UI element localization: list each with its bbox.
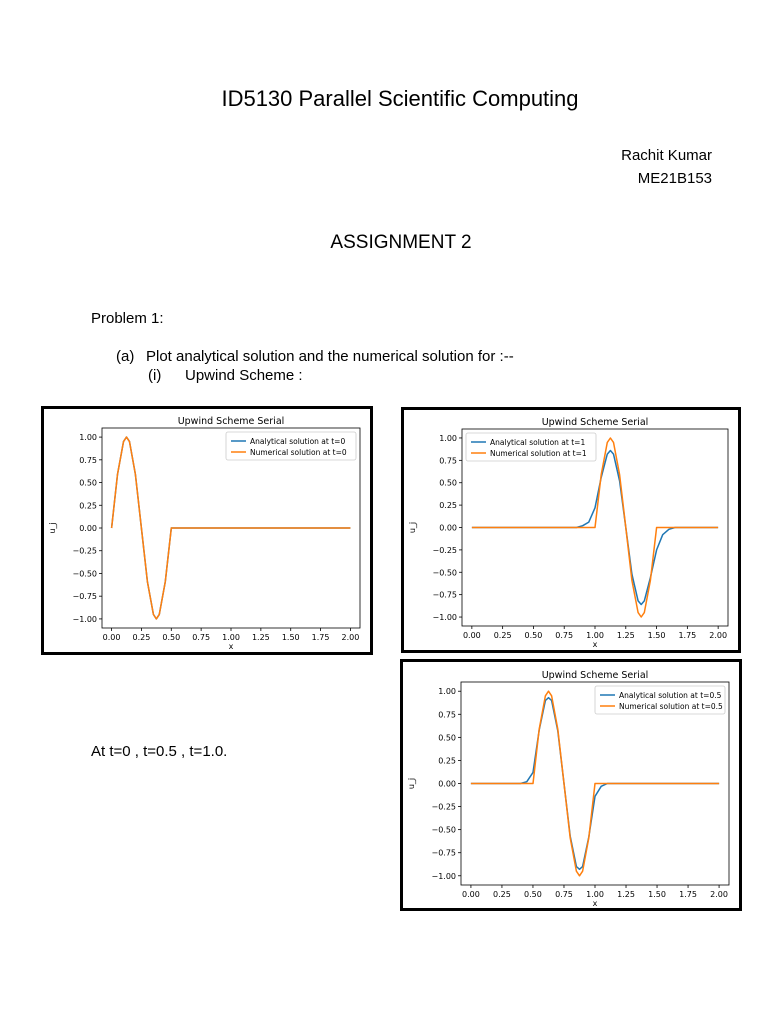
x-tick-label: 1.00 [222,633,240,642]
x-tick-label: 1.50 [281,633,300,642]
author-roll-number: ME21B153 [637,170,712,187]
chart-title: Upwind Scheme Serial [177,416,285,427]
y-axis-label: u_j [408,521,417,534]
x-tick-label: 2.00 [709,631,728,640]
chart-t1 [404,410,738,650]
author-name: Rachit Kumar [621,147,712,164]
x-tick-label: 0.25 [132,633,151,642]
y-tick-label: 0.25 [438,756,456,766]
y-tick-label: −0.50 [72,569,97,579]
y-tick-label: −1.00 [72,614,97,624]
y-tick-label: 0.75 [438,710,456,720]
part-i-number: (i) [148,367,162,384]
x-tick-label: 1.00 [586,631,604,640]
y-tick-label: 1.00 [439,433,457,443]
legend-entry: Numerical solution at t=1 [490,449,587,458]
y-tick-label: 0.75 [79,455,97,465]
legend-entry: Analytical solution at t=0 [250,437,346,446]
x-tick-label: 1.25 [616,631,635,640]
chart-title: Upwind Scheme Serial [541,417,649,428]
x-tick-label: 1.50 [648,890,666,899]
x-tick-label: 1.25 [617,890,635,899]
y-tick-label: −0.50 [431,825,456,835]
x-axis-label: x [592,640,598,649]
series-line-numerical [472,438,718,617]
x-tick-label: 0.75 [192,633,211,642]
y-tick-label: −0.25 [72,546,97,556]
y-tick-label: 0.25 [79,501,97,511]
x-tick-label: 0.25 [493,890,511,899]
plot-frame-t05 [400,659,742,911]
chart-t05 [403,662,739,908]
y-tick-label: 0.50 [79,478,97,488]
x-tick-label: 0.75 [555,631,574,640]
x-tick-label: 1.00 [586,890,604,899]
x-tick-label: 2.00 [710,890,728,899]
legend-entry: Numerical solution at t=0.5 [619,702,723,711]
y-tick-label: −1.00 [431,871,456,881]
x-tick-label: 1.75 [311,633,330,642]
x-tick-label: 0.00 [462,890,480,899]
plot-frame-t1 [401,407,741,653]
y-tick-label: −0.25 [432,545,457,555]
series-line-numerical [471,691,719,876]
legend [595,686,725,714]
x-tick-label: 1.25 [251,633,270,642]
x-tick-label: 0.50 [524,890,542,899]
y-tick-label: −0.75 [431,848,456,858]
series-line-numerical [112,437,351,619]
document-title: ID5130 Parallel Scientific Computing [221,86,579,111]
legend-entry: Analytical solution at t=0.5 [619,691,722,700]
x-tick-label: 0.50 [162,633,181,642]
y-tick-label: 0.50 [438,733,456,743]
y-tick-label: 1.00 [79,433,97,443]
part-i-item [148,367,303,384]
part-i-text: Upwind Scheme : [185,367,303,384]
x-tick-label: 0.25 [493,631,512,640]
y-tick-label: 0.25 [439,501,457,511]
chart-title: Upwind Scheme Serial [541,670,649,681]
x-tick-label: 2.00 [341,633,360,642]
x-axis-label: x [592,899,598,908]
assignment-heading: ASSIGNMENT 2 [330,232,472,253]
part-a-number: (a) [116,348,135,365]
y-tick-label: −0.50 [432,568,457,578]
x-tick-label: 1.75 [678,631,697,640]
x-tick-label: 0.00 [462,631,481,640]
y-tick-label: −0.75 [72,592,97,602]
y-tick-label: −0.25 [431,802,456,812]
legend-entry: Numerical solution at t=0 [250,448,347,457]
y-axis-label: u_j [407,777,416,790]
part-a-item [116,348,514,365]
x-tick-label: 1.50 [647,631,666,640]
y-tick-label: 0.00 [79,524,97,533]
x-tick-label: 0.75 [555,890,573,899]
y-tick-label: −1.00 [432,613,457,623]
x-tick-label: 0.50 [524,631,543,640]
legend-entry: Analytical solution at t=1 [490,438,586,447]
y-tick-label: 1.00 [438,687,456,697]
x-axis-label: x [228,642,234,651]
y-tick-label: 0.00 [438,779,456,789]
legend [226,432,356,460]
y-tick-label: 0.00 [439,523,457,533]
problem-label: Problem 1: [91,310,164,327]
part-a-text: Plot analytical solution and the numerical solution for :-- [146,348,514,365]
y-tick-label: 0.75 [439,456,457,466]
x-tick-label: 1.75 [679,890,697,899]
chart-t0 [44,409,370,652]
y-axis-label: u_j [48,522,57,534]
legend [466,433,596,461]
x-tick-label: 0.00 [102,633,121,642]
y-tick-label: 0.50 [439,478,457,488]
y-tick-label: −0.75 [432,590,457,600]
time-note: At t=0 , t=0.5 , t=1.0. [91,743,228,760]
plot-frame-t0 [41,406,373,655]
